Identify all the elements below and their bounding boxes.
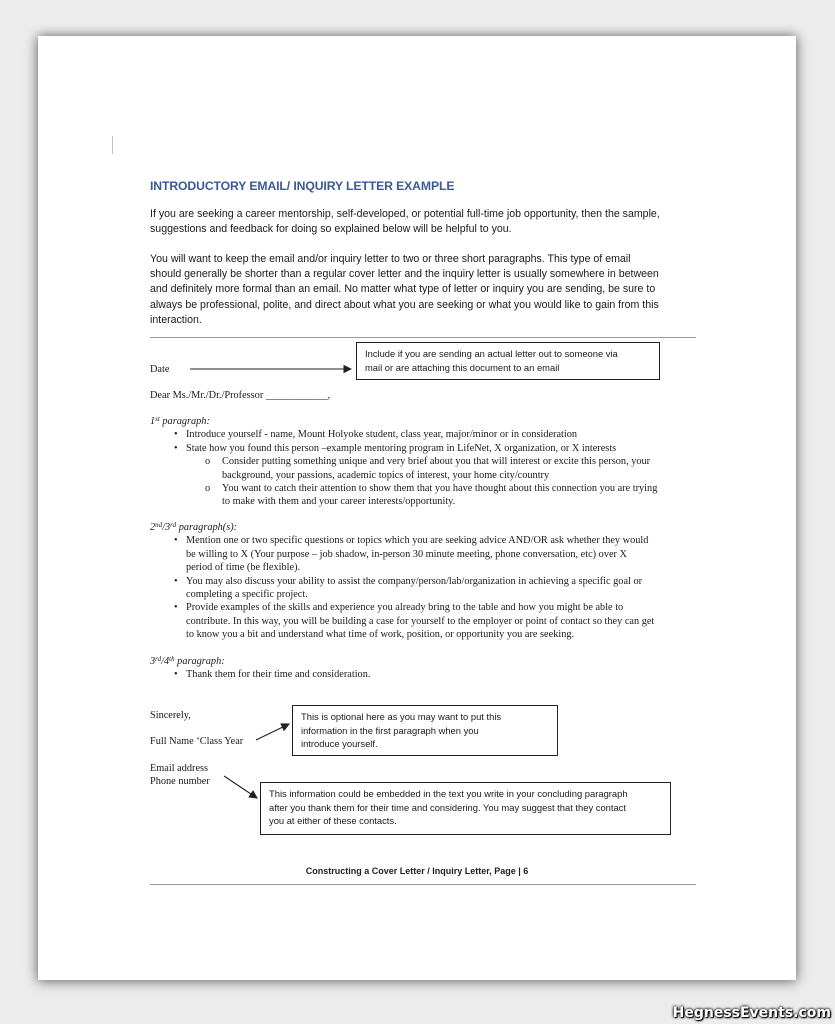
date-callout: Include if you are sending an actual letter out to someone via mail or are attaching this document to an email [356, 342, 660, 380]
list-item: • State how you found this person –example mentoring program in LifeNet, X organization, or X interests [174, 442, 617, 454]
callout-arrows [38, 36, 796, 980]
document-page [38, 36, 796, 980]
list-item: background, your passions, academic topics of interest, your home city/country [222, 469, 550, 481]
list-item: • You may also discuss your ability to assist the company/person/lab/organization in achieving a specific goal or [174, 575, 643, 587]
list-item: to know you a bit and understand what time of work, position, or opportunity you are seeking. [186, 629, 575, 641]
class-year-callout: This is optional here as you may want to put this information in the first paragraph when you introduce yourself. [292, 705, 558, 756]
date-label: Date [150, 364, 170, 375]
watermark: HegnessEvents.com [672, 1005, 831, 1021]
phone-number: Phone number [150, 776, 210, 787]
contact-arrow [224, 776, 257, 798]
list-item: • Provide examples of the skills and experience you already bring to the table and how you might be able to [174, 602, 624, 614]
full-name: Full Name ‘Class Year [150, 736, 244, 747]
list-item: • Thank them for their time and consideration. [174, 669, 371, 681]
list-item: o You want to catch their attention to show them that you have thought about this connection you are trying [205, 483, 658, 495]
list-item: o Consider putting something unique and very brief about you that will interest or excite this person, your [205, 456, 651, 468]
list-item: • Mention one or two specific questions or topics which you are seeking advice AND/OR ask whether they would [174, 535, 649, 547]
second-paragraph-label: 2nd/3rd paragraph(s): [150, 521, 238, 533]
list-item: contribute. In this way, you will be building a case for yourself to the employer or point of contact so they can get [186, 615, 655, 627]
list-item: be willing to X (Your purpose – job shadow, in-person 30 minute meeting, phone conversation, etc) over X [186, 548, 627, 560]
list-item: completing a specific project. [186, 589, 308, 601]
salutation: Dear Ms./Mr./Dr./Professor ____________, [150, 390, 331, 401]
first-paragraph-label: 1st paragraph: [150, 415, 210, 427]
contact-callout: This information could be embedded in the text you write in your concluding paragraph after you thank them for their time and considering. You may suggest that they contact you at either of these contacts. [260, 782, 671, 835]
list-item: to make with them and your career interests/opportunity. [222, 496, 456, 508]
closing: Sincerely, [150, 710, 191, 721]
list-item: period of time (be flexible). [186, 562, 301, 574]
email-address: Email address [150, 763, 209, 774]
class-year-arrow [256, 724, 289, 740]
document-heading: INTRODUCTORY EMAIL/ INQUIRY LETTER EXAMPLE [150, 179, 455, 193]
page-footer: Constructing a Cover Letter / Inquiry Letter, Page | 6 [305, 866, 529, 876]
intro-paragraph: If you are seeking a career mentorship, self-developed, or potential full-time job opportunity, then the sample, suggestions and feedback for doing so explained below will be helpful to you. [150, 208, 660, 236]
list-item: • Introduce yourself - name, Mount Holyoke student, class year, major/minor or in consideration [174, 429, 578, 441]
third-paragraph-label: 3rd/4th paragraph: [150, 655, 225, 667]
guidance-paragraph: You will want to keep the email and/or inquiry letter to two or three short paragraphs. This type of email should generally be shorter than a regular cover letter and the inquiry letter is usually somewhere in between and definitely more formal than an email. No matter what type of letter or inquiry you are sending, be sure to always be professional, polite, and direct about what you are seeking or what you would like to gain from this interaction. [150, 253, 659, 326]
